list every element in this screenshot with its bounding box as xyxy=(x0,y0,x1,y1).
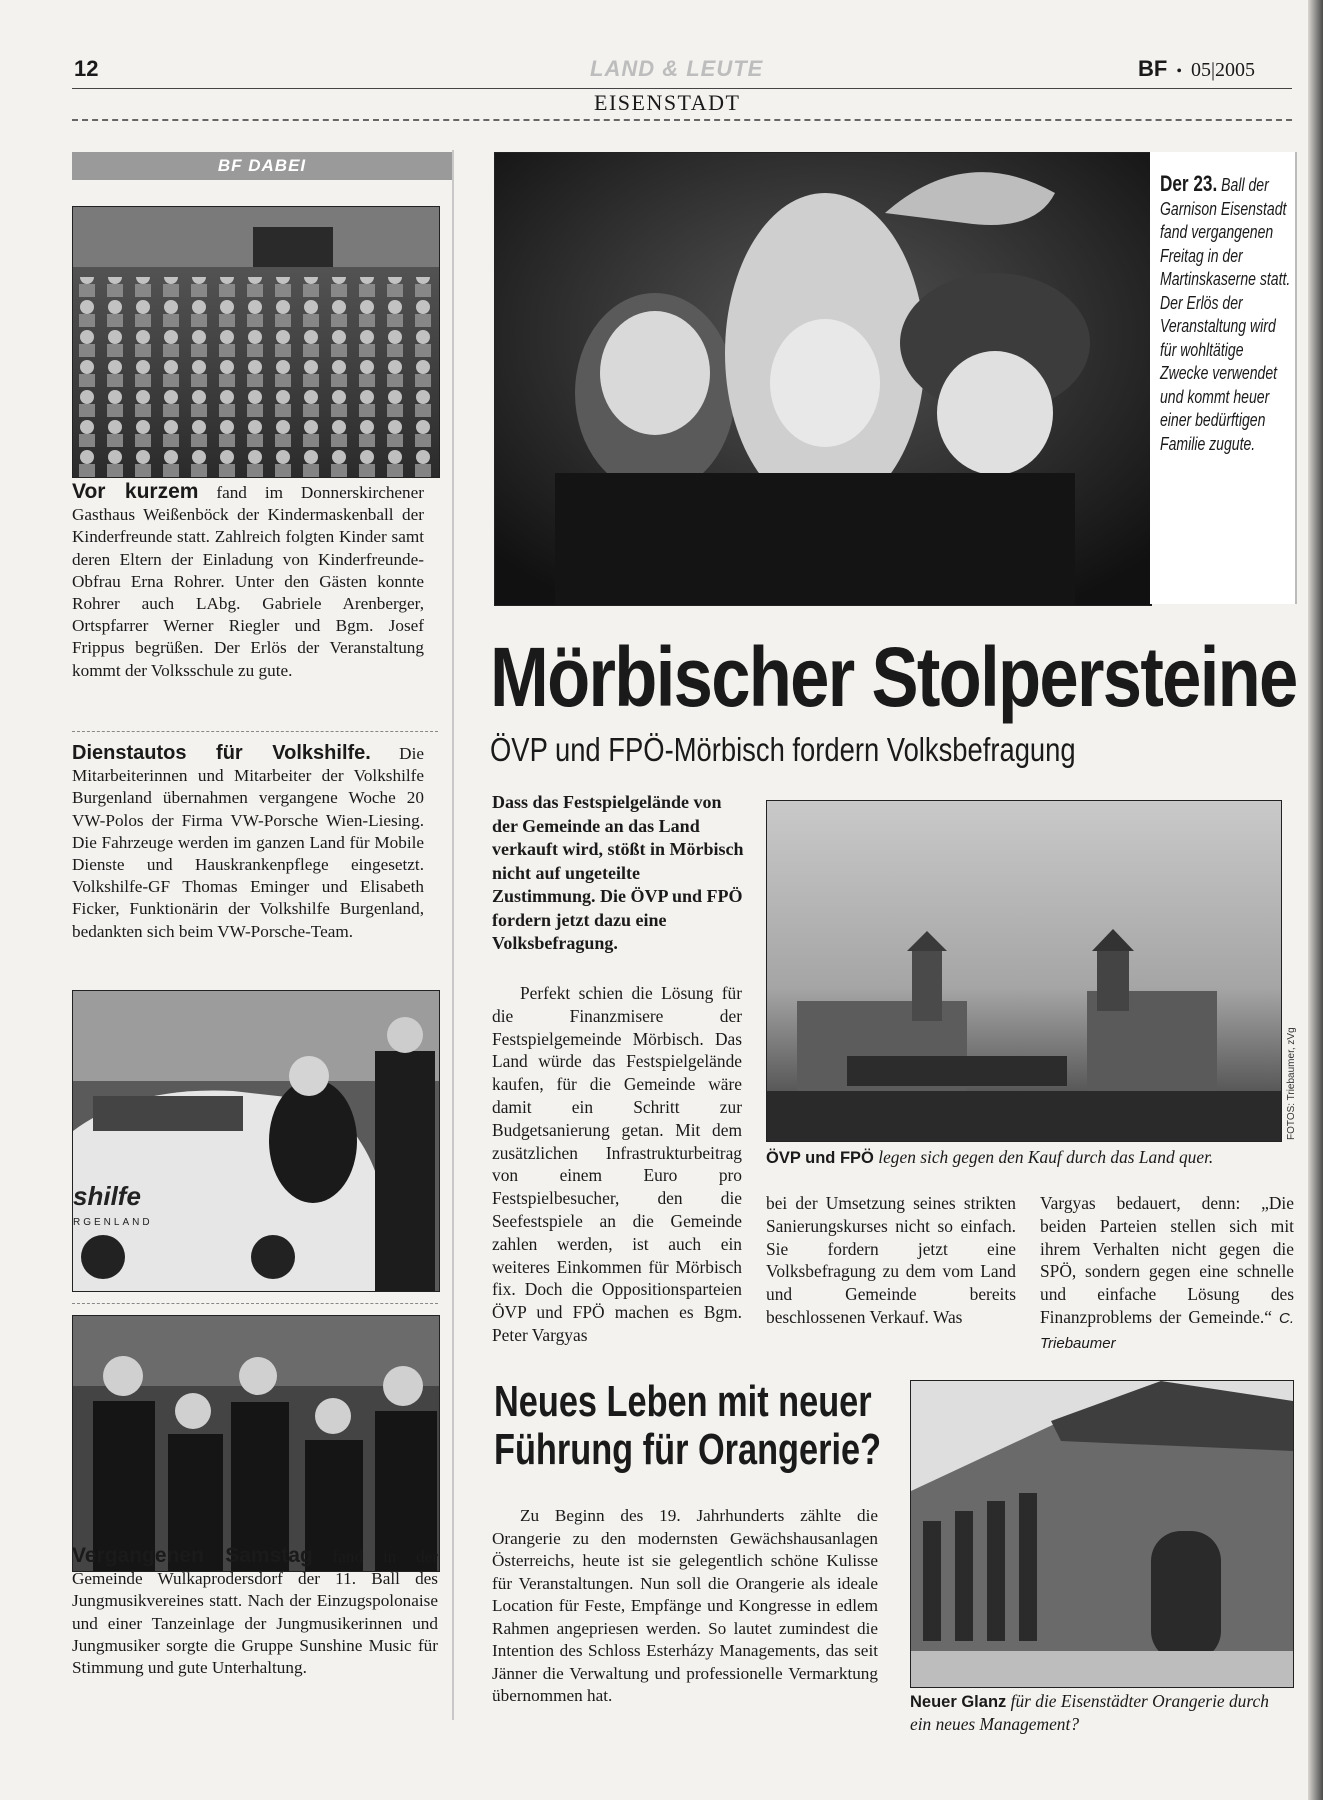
moerbisch-photo-caption-lead: ÖVP und FPÖ xyxy=(766,1149,874,1167)
volkshilfe-car-image xyxy=(73,991,439,1291)
garnison-ball-caption-text: Ball der Garnison Eisenstadt fand vergangenen Freitag in der Martinskaserne statt. Der Erlös der Veranstaltung wird für wohltätige Zwecke verwendet und kommt heuer einer bedürftigen Familie zugute. xyxy=(1160,175,1291,454)
sidebar-item-3-text: fand in der Gemeinde Wulkaprodersdorf der 11. Ball des Jungmusikvereines statt. Nach der Einzugspolonaise und einer Tanzeinlage der Jungmusikerinnen und Jungmusiker sorgte die Gruppe Sunshine Music für Stimmung und gute Unterhaltung. xyxy=(72,1547,438,1678)
jungmusikverein-photo xyxy=(72,1315,440,1572)
sidebar-item-1-text: fand im Donnerskirchener Gasthaus Weißenböck der Kindermaskenball der Kinderfreunde statt. Zahlreich folgten Kinder samt deren Eltern der Einladung von Kinderfreunde-Obfrau Erna Rohrer. Unter den Gästen konnte Rohrer auch LAbg. Gabriele Arenberger, Ortspfarrer Werner Riegler und Bgm. Josef Frippus begrüßen. Der Erlös der Veranstaltung kommt der Volksschule zu gute. xyxy=(72,483,424,680)
header-rule xyxy=(72,88,1292,89)
jungmusikverein-image xyxy=(73,1316,439,1571)
moerbisch-festival-photo xyxy=(766,800,1282,1142)
volkshilfe-car-logo-sub: RGENLAND xyxy=(73,1217,153,1228)
orangerie-photo-caption-lead: Neuer Glanz xyxy=(910,1693,1007,1711)
article1-intro: Dass das Festspielgelände von der Gemeinde an das Land verkauft wird, stößt in Mörbisch nicht auf ungeteilte Zustimmung. Die ÖVP und FPÖ fordern jetzt dazu eine Volksbefragung. xyxy=(492,792,744,953)
kindermaskenball-image xyxy=(73,207,439,477)
article1-column-3 xyxy=(1040,1192,1294,1356)
issue-number: 05|2005 xyxy=(1190,59,1255,81)
kindermaskenball-photo xyxy=(72,206,440,478)
sidebar-item-3-lead: Vergangenen Samstag xyxy=(72,1544,313,1567)
article2-headline-line-1: Neues Leben mit neuer xyxy=(494,1377,872,1426)
sidebar-divider-2 xyxy=(72,1303,438,1304)
article1-column-3-text: Vargyas bedauert, denn: „Die beiden Parteien stellen sich mit ihrem Verhalten nicht gegen die SPÖ, sondern gegen eine schnelle und einfache Lösung des Finanzproblems der Gemeinde.“ xyxy=(1040,1193,1294,1327)
moerbisch-photo-caption xyxy=(766,1146,1306,1169)
article1-author: C. Triebaumer xyxy=(1040,1309,1294,1352)
sidebar-tag: BF DABEI xyxy=(72,152,452,180)
section-title: LAND & LEUTE xyxy=(590,56,764,81)
article1-subheadline: ÖVP und FPÖ-Mörbisch fordern Volksbefragung xyxy=(490,731,1076,768)
publication-issue xyxy=(1138,56,1255,82)
sidebar-item-3 xyxy=(72,1545,438,1679)
article2-headline xyxy=(494,1378,881,1474)
article2-body: Zu Beginn des 19. Jahrhunderts zählte die Orangerie zu den modernsten Gewächshausanlagen Österreichs, heute ist sie gelegentlich schöne Kulisse für Veranstaltungen. Nun soll die Orangerie als ideale Location für Feste, Empfänge und Kongresse in edlem Rahmen angepriesen werden. So lautet zumindest die Intention des Schloss Esterházy Managements, das seit Jänner die Verwaltung und professionelle Vermarktung übernommen hat. xyxy=(492,1506,878,1705)
moerbisch-festival-image xyxy=(767,801,1281,1141)
orangerie-photo xyxy=(910,1380,1294,1688)
issue-separator: • xyxy=(1172,63,1186,80)
sidebar-item-2 xyxy=(72,742,424,943)
orangerie-photo-caption xyxy=(910,1690,1290,1735)
page-number: 12 xyxy=(74,56,99,81)
article1-headline: Mörbischer Stolpersteine xyxy=(490,630,1297,724)
garnison-ball-image xyxy=(495,153,1151,605)
sidebar-divider xyxy=(72,731,438,732)
moerbisch-photo-caption-text: legen sich gegen den Kauf durch das Land quer. xyxy=(878,1147,1214,1167)
moerbisch-photo-credit: FOTOS: Triebaumer, zVg xyxy=(1286,1027,1297,1140)
article1-column-2: bei der Umsetzung seines strikten Sanierungskurses nicht so einfach. Sie fordern jetzt eine Volksbefragung zu dem vom Land und Gemeinde bereits beschlossenen Verkauf. Was xyxy=(766,1193,1016,1327)
sidebar-item-1 xyxy=(72,481,424,682)
garnison-ball-caption xyxy=(1160,172,1293,456)
garnison-ball-photo xyxy=(494,152,1152,606)
publication-name: BF xyxy=(1138,56,1168,81)
garnison-ball-caption-lead: Der 23. xyxy=(1160,171,1218,196)
header-dashed-divider xyxy=(72,119,1292,121)
article1-column-1: Perfekt schien die Lösung für die Finanzmisere der Festspielgemeinde Mörbisch. Das Land würde das Festspielgelände kaufen, für die Gemeinde wäre damit ein Schritt zur Budgetsanierung getan. Mit dem zusätzlichen Infrastrukturbeitrag von einem Euro pro Festspielbesucher, den die Seefestspiele an die Gemeinde zahlen werden, ist auch ein weiteres Einkommen für Mörbisch fix. Doch die Oppositionsparteien ÖVP und FPÖ machen es Bgm. Peter Vargyas xyxy=(492,983,742,1345)
volkshilfe-car-photo xyxy=(72,990,440,1292)
sidebar-item-2-text: Die Mitarbeiterinnen und Mitarbeiter der Volkshilfe Burgenland übernahmen vergangene Woche 20 VW-Polos der Firma VW-Porsche Wien-Liesing. Die Fahrzeuge werden im ganzen Land für Mobile Dienste und Hauskrankenpflege eingesetzt. Volkshilfe-GF Thomas Eminger und Elisabeth Ficker, Funktionärin der Volkshilfe Burgenland, bedankten sich beim VW-Porsche-Team. xyxy=(72,744,424,941)
volkshilfe-car-logo: shilfe xyxy=(73,1181,141,1211)
orangerie-image xyxy=(911,1381,1293,1687)
article2-headline-line-2: Führung für Orangerie? xyxy=(494,1425,882,1474)
sidebar-item-1-lead: Vor kurzem xyxy=(72,480,199,503)
sidebar-item-2-lead: Dienstautos für Volkshilfe. xyxy=(72,742,371,764)
page-gutter-shadow xyxy=(1308,0,1323,1800)
subsection-title: EISENSTADT xyxy=(594,90,741,115)
orangerie-photo-caption-text: für die Eisenstädter Orangerie durch ein neues Management? xyxy=(910,1691,1269,1734)
